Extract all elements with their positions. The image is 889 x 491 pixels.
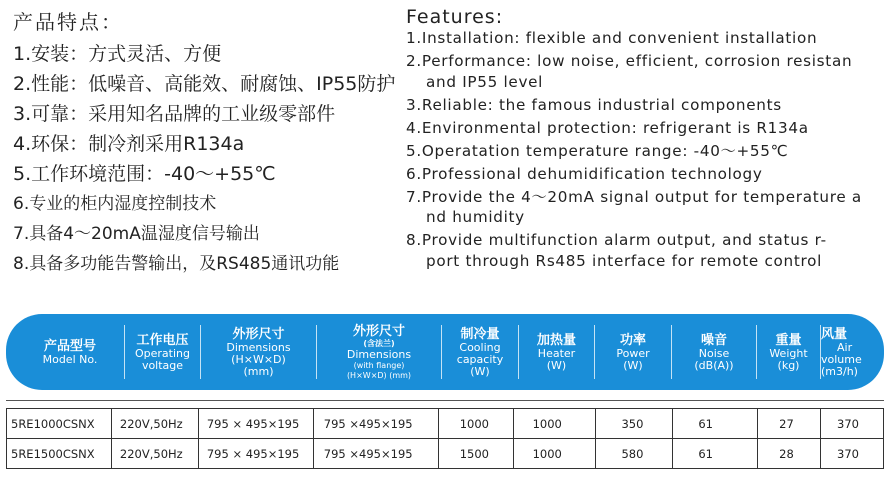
header-power bbox=[595, 314, 671, 390]
header-airvol-en: volume bbox=[821, 352, 862, 366]
cell-power: 580 bbox=[596, 439, 673, 469]
header-dims-en: (mm) bbox=[243, 364, 274, 378]
header-noise-cn: 噪音 bbox=[700, 332, 727, 348]
header-cooling-cn: 制冷量 bbox=[460, 326, 500, 342]
features-en bbox=[406, 6, 886, 271]
header-cooling bbox=[442, 314, 518, 390]
header-dims-en: (H×W×D) bbox=[231, 352, 286, 366]
header-voltage-en: voltage bbox=[141, 358, 184, 372]
header-heater bbox=[519, 314, 594, 390]
cell-voltage: 220V,50Hz bbox=[111, 439, 198, 469]
header-voltage-en: Operating bbox=[135, 346, 190, 360]
cell-cooling: 1500 bbox=[438, 439, 513, 469]
header-model bbox=[20, 314, 120, 390]
header-power-en: Power bbox=[616, 346, 650, 360]
header-cooling-en: Cooling bbox=[459, 340, 501, 354]
cell-noise: 61 bbox=[673, 409, 758, 439]
feature-en-line: 2.Performance: low noise, efficient, corrosion resistan bbox=[406, 52, 853, 70]
header-cooling-en: capacity bbox=[456, 352, 504, 366]
header-heater-en: (W) bbox=[546, 358, 567, 372]
header-weight-en: Weight bbox=[769, 346, 808, 360]
feature-en-line: 8.Provide multifunction alarm output, and status r- bbox=[406, 231, 827, 249]
feature-cn-item: 3.可靠：采用知名品牌的工业级零部件 bbox=[13, 103, 336, 125]
header-heater-cn: 加热量 bbox=[536, 332, 576, 348]
feature-en-line: 4.Environmental protection: refrigerant is R134a bbox=[406, 118, 809, 137]
header-model-en: Model No. bbox=[42, 352, 98, 366]
feature-cn-item: 4.环保：制冷剂采用R134a bbox=[13, 133, 245, 155]
cell-voltage: 220V,50Hz bbox=[111, 409, 198, 439]
feature-cn-item: 6.专业的柜内湿度控制技术 bbox=[13, 194, 217, 214]
feature-en-line: 7.Provide the 4～20mA signal output for temperature a bbox=[406, 187, 862, 206]
feature-cn-item: 7.具备4～20mA温湿度信号输出 bbox=[13, 224, 260, 244]
header-weight-cn: 重量 bbox=[775, 332, 802, 348]
header-power-en: (W) bbox=[623, 358, 643, 372]
header-dims-en: Dimensions bbox=[226, 340, 291, 354]
cell-noise: 61 bbox=[673, 439, 758, 469]
header-noise-en: (dB(A)) bbox=[694, 358, 734, 372]
header-dims-flange-en: (with flange) bbox=[353, 360, 405, 370]
header-weight bbox=[757, 314, 820, 390]
feature-en-line: nd humidity bbox=[426, 208, 525, 226]
header-dims-flange-en: (H×W×D) (mm) bbox=[346, 370, 412, 380]
cell-weight: 27 bbox=[758, 409, 821, 439]
cell-power: 350 bbox=[596, 409, 673, 439]
header-model-cn: 产品型号 bbox=[43, 338, 96, 354]
header-dims-flange bbox=[317, 314, 441, 390]
header-cooling-en: (W) bbox=[470, 364, 490, 378]
feature-en-line: 1.Installation: flexible and convenient installation bbox=[406, 29, 818, 47]
header-power-cn: 功率 bbox=[619, 332, 646, 348]
cell-airvol: 370 bbox=[821, 439, 884, 469]
feature-cn-item: 5.工作环境范围：-40～+55℃ bbox=[13, 163, 276, 185]
cell-dims-flange: 795 ×495×195 bbox=[313, 439, 438, 469]
table-row bbox=[7, 409, 884, 439]
header-dims-flange-en: Dimensions bbox=[346, 347, 412, 361]
table-row bbox=[7, 439, 884, 469]
header-airvol-en: Air bbox=[837, 340, 853, 354]
header-airvol-en: (m3/h) bbox=[821, 364, 858, 378]
feature-en-line: 5.Operatation temperature range: -40～+55℃ bbox=[406, 141, 789, 160]
header-dims-cn: 外形尺寸 bbox=[232, 326, 285, 342]
feature-en-line: and IP55 level bbox=[426, 72, 544, 91]
feature-en-line: 6.Professional dehumidification technology bbox=[406, 164, 763, 183]
header-voltage-cn: 工作电压 bbox=[136, 332, 189, 348]
header-noise bbox=[672, 314, 756, 390]
feature-cn-item: 2.性能：低噪音、高能效、耐腐蚀、IP55防护 bbox=[13, 73, 396, 95]
feature-cn-item: 8.具备多功能告警输出，及RS485通讯功能 bbox=[13, 254, 340, 274]
spec-table bbox=[6, 408, 884, 469]
header-airvol bbox=[821, 314, 873, 390]
cell-model: 5RE1500CSNX bbox=[7, 439, 112, 469]
header-voltage bbox=[125, 314, 200, 390]
header-heater-en: Heater bbox=[537, 346, 576, 360]
table-top-rule bbox=[6, 400, 884, 401]
features-cn-title: 产品特点： bbox=[13, 10, 123, 34]
cell-dims: 795 × 495×195 bbox=[198, 439, 313, 469]
features-en-title: Features: bbox=[406, 6, 504, 28]
header-dims bbox=[201, 314, 316, 390]
cell-heater: 1000 bbox=[513, 409, 596, 439]
cell-cooling: 1000 bbox=[438, 409, 513, 439]
cell-dims-flange: 795 ×495×195 bbox=[313, 409, 438, 439]
cell-model: 5RE1000CSNX bbox=[7, 409, 112, 439]
header-noise-en: Noise bbox=[698, 346, 730, 360]
cell-heater: 1000 bbox=[513, 439, 596, 469]
cell-weight: 28 bbox=[758, 439, 821, 469]
feature-cn-item: 1.安装：方式灵活、方便 bbox=[13, 43, 222, 65]
header-weight-en: (kg) bbox=[777, 358, 800, 372]
feature-en-line: port through Rs485 interface for remote control bbox=[426, 251, 823, 270]
features-cn bbox=[13, 8, 403, 283]
feature-en-line: 3.Reliable: the famous industrial components bbox=[406, 95, 782, 114]
header-dims-flange-cn: 外形尺寸 bbox=[352, 323, 405, 339]
header-airvol-cn: 风量 bbox=[821, 326, 848, 342]
header-dims-flange-cn2: (含法兰) bbox=[363, 338, 395, 348]
cell-dims: 795 × 495×195 bbox=[198, 409, 313, 439]
cell-airvol: 370 bbox=[821, 409, 884, 439]
